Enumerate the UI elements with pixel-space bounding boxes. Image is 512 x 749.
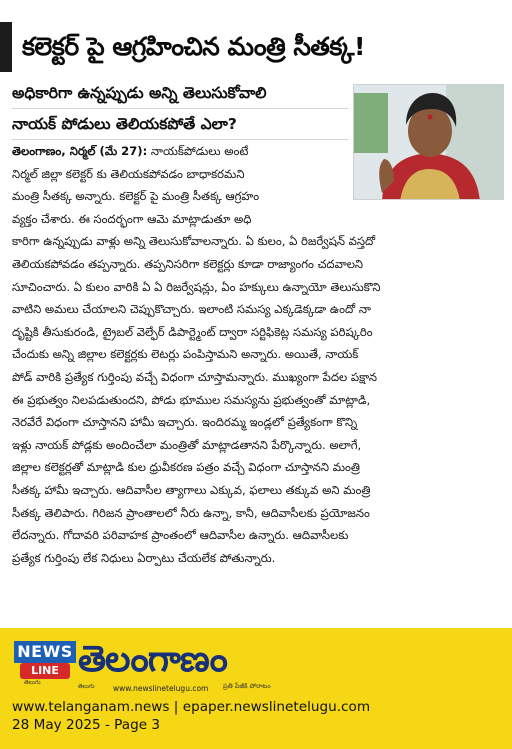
brand-sub: తెలుగు [78,683,95,690]
article-body [12,140,504,569]
subhead-2: నాయక్ పోడులు తెలియకపోతే ఎలా? [12,111,348,140]
subheads [12,80,348,142]
body-line-14: ఇళ్లు నాయక్ పోడ్లకు అందించేలా మంత్రితో మాట్లాడతానని పేర్కొన్నారు. అలాగే, [12,437,362,452]
body-line-3: మంత్రి సీతక్క అన్నారు. కలెక్టర్ పై మంత్రి సీతక్క ఆగ్రహం [12,189,260,204]
brand-url[interactable]: www.newslinetelugu.com [113,684,209,693]
body-line-18: లేదన్నారు. గోదావరి పరివాహక ప్రాంతంలో ఆదివాసీల ఉన్నారు. ఆదివాసీలకు [12,528,349,543]
body-line-4: వ్యక్తం చేశారు. ఈ సందర్భంగా ఆమె మాట్లాడుతూ అధి [12,211,252,226]
caption-urls[interactable]: www.telanganam.news | epaper.newslinetelugu.com [12,699,371,715]
telanganam-logo: తెలంగాణం [78,639,227,680]
body-line-16: సీతక్క హామీ ఇచ్చారు. ఆదివాసీల త్యాగాలు ఎక్కువ, ఫలాలు తక్కువ అని మంత్రి [12,482,371,497]
body-line-19: ప్రత్యేక గుర్తింపు లేక నిధులు ఏర్పాటు చేయలేక పోతున్నారు. [12,550,276,565]
body-line-9: దృష్టికి తీసుకురండి, ట్రైబల్ వెల్ఫేర్ డిపార్ట్మెంట్ ద్వారా సర్టిఫికెట్ల సమస్య పరిష్కరిం [12,324,373,339]
headline-bar [0,22,512,72]
body-line-15: జిల్లాల కలెక్టర్లతో మాట్లాడి కుల ధ్రువీకరణ పత్రం వచ్చే విధంగా చూస్తానని మంత్రి [12,460,360,475]
body-line-17: సీతక్క తెలిపారు. గిరిజన ప్రాంతాలలో నీరు ఉన్నా, కానీ, ఆదివాసీలకు ప్రయోజనం [12,505,370,520]
dateline: తెలంగాణం, నిర్మల్ (మే 27): [12,144,148,158]
body-line-8: వాటిని అమలు చేయాలని చెప్పుకొచ్చారు. ఇలాంటి సమస్య ఎక్కడెక్కడా ఉందో నా [12,302,371,317]
body-line-2: నిర్మల్ జిల్లా కలెక్టర్ కు తెలియకపోవడం బాధాకరమని [12,166,245,181]
body-line-13: నెరవేరే విధంగా చూస్తానని హామీ ఇచ్చారు. ఇందిరమ్మ ఇండ్లలో ప్రత్యేకంగా కొన్ని [12,415,358,430]
newsline-logo-sub: తెలుగు [24,679,41,686]
body-line-5: కారిగా ఉన్నప్పుడు వాళ్లు అన్ని తెలుసుకోవాలన్నారు. ఏ కులం, ఏ రిజర్వేషన్ వస్తదో [12,234,376,249]
caption-date-page: 28 May 2025 - Page 3 [12,717,161,733]
page-caption [12,698,504,734]
body-line-6: తెలియకపోవడం తప్పన్నారు. తప్పనిసరిగా కలెక్టర్లు కూడా రాజ్యాంగం చదవాలని [12,256,364,271]
newsline-logo-top: NEWS [14,641,76,663]
masthead-logo[interactable] [8,640,504,696]
body-line-7: సూచించారు. ఏ కులం వారికి ఏ ఏ రిజర్వేషన్లు, ఏం హక్కులు ఉన్నాయో తెలుసుకొని [12,279,381,294]
headline: కలెక్టర్ పై ఆగ్రహించిన మంత్రి సీతక్క! [22,32,365,61]
body-text-span: నాయక్‌పోడులు అంటే [147,144,249,158]
subhead-1: అధికారిగా ఉన్నప్పుడు అన్ని తెలుసుకోవాలి [12,80,348,109]
body-line-12: ఈ ప్రభుత్వం నిలపడుతుందని, పోడు భూముల సమస్యను ప్రభుత్వంతో మాట్లాడి, [12,392,371,407]
newsline-logo-bottom: LINE [20,663,70,679]
body-line-10: చేందుకు అన్ని జిల్లాల కలెక్టర్లకు లెటర్లు పంపిస్తామని అన్నారు. అయితే, నాయక్ [12,347,359,362]
newsline-logo [14,641,76,685]
body-line-11: పోడ్ వారికి ప్రత్యేక గుర్తింపు వచ్చే విధంగా చూస్తామన్నారు. ముఖ్యంగా పేదల పక్షాన [12,369,377,384]
brand-tagline: ప్రతి పేజీకి పోరాటం [223,682,271,690]
body-line-1 [12,140,347,163]
